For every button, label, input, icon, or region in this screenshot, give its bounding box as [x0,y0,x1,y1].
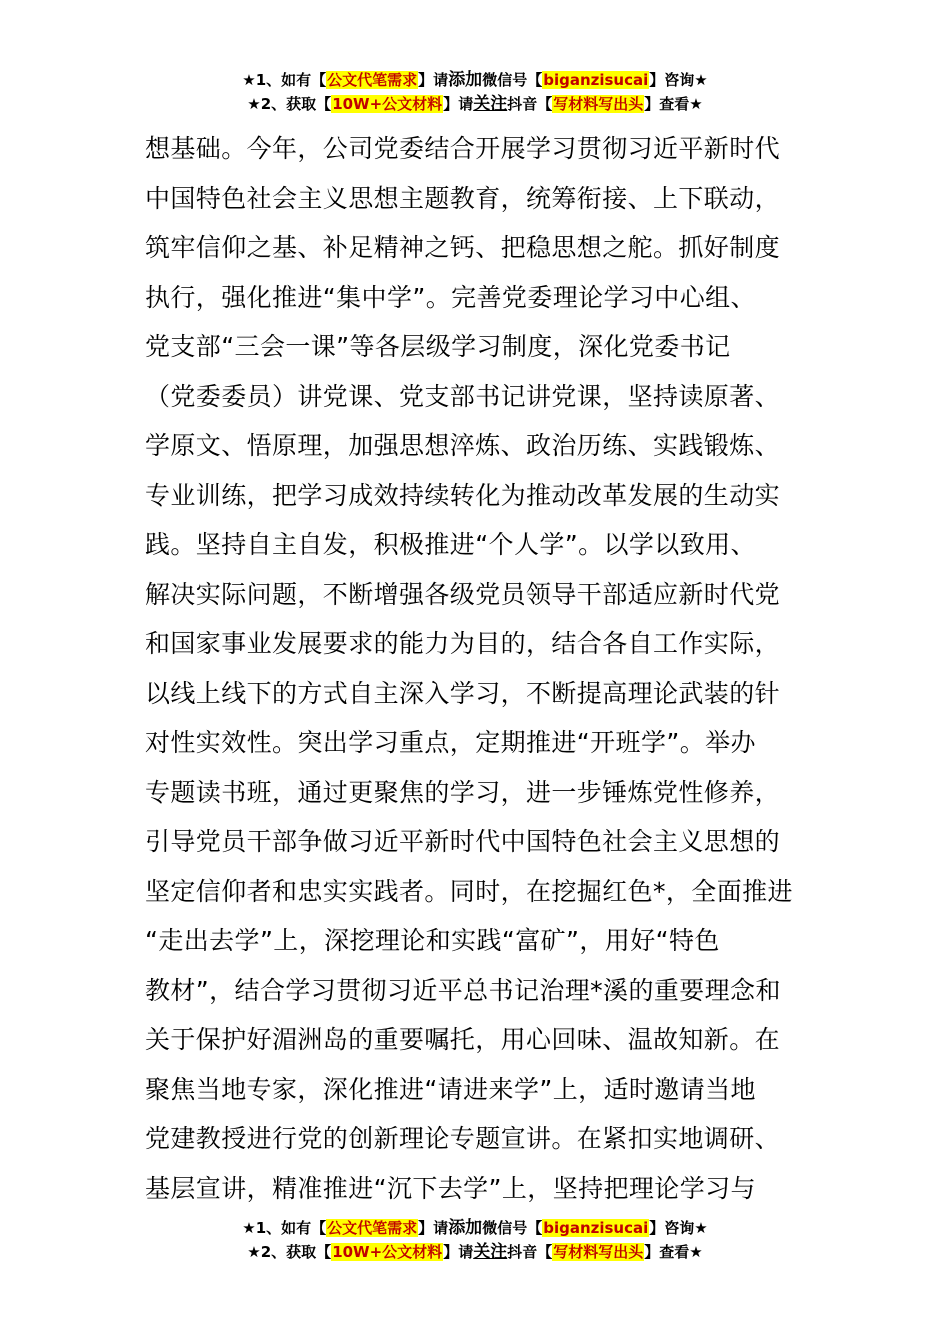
body-line: 对性实效性。突出学习重点，定期推进“开班学”。举办 [145,728,756,757]
body-line: 想基础。今年，公司党委结合开展学习贯彻习近平新时代 [145,134,781,163]
banner-text: ★2、获取【 [247,1243,332,1261]
banner-highlight: 公文代笔需求 [327,1219,418,1237]
banner-emphasis: 添加 [448,1218,483,1238]
body-line: 聚焦当地专家，深化推进“请进来学”上，适时邀请当地 [145,1074,756,1104]
banner-text: ★1、如有【 [242,71,327,89]
body-line: 学原文、悟原理，加强思想淬炼、政治历练、实践锻炼、 [145,431,781,460]
banner-text: 】请 [443,95,474,113]
banner-highlight: biganzisucai [543,1219,649,1237]
body-line: 关于保护好湄洲岛的重要嘱托，用心回味、温故知新。在 [145,1025,781,1054]
header-banner [0,68,950,116]
banner-text: 】请 [443,1243,474,1261]
banner-text: 】查看★ [644,95,703,113]
body-line: 践。坚持自主自发，积极推进“个人学”。以学以致用、 [145,530,756,559]
banner-text: 】请 [418,1219,449,1237]
banner-highlight: 10W+公文材料 [332,95,443,113]
body-line: 执行，强化推进“集中学”。完善党委理论学习中心组、 [145,282,756,312]
banner-text: 微信号【 [482,1219,543,1237]
body-line: 基层宣讲，精准推进“沉下去学”上，坚持把理论学习与 [145,1173,756,1203]
body-line: 教材”，结合学习贯彻习近平总书记治理*溪的重要理念和 [145,975,781,1005]
banner-text: 】查看★ [644,1243,703,1261]
body-line: 和国家事业发展要求的能力为目的，结合各自工作实际， [145,629,781,658]
banner-text: ★1、如有【 [242,1219,327,1237]
banner-line-2 [0,92,950,116]
banner-text: 抖音【 [507,95,553,113]
body-line: “走出去学”上，深挖理论和实践“富矿”，用好“特色 [145,926,720,955]
body-line: 引导党员干部争做习近平新时代中国特色社会主义思想的 [145,827,781,856]
banner-line-1 [0,68,950,92]
banner-text: 】咨询★ [649,71,708,89]
banner-emphasis: 关注 [473,94,508,114]
banner-highlight: 写材料写出头 [553,95,644,113]
footer-banner [0,1216,950,1264]
body-line: 党建教授进行党的创新理论专题宣讲。在紧扣实地调研、 [145,1124,781,1153]
banner-line-1 [0,1216,950,1240]
body-line: 坚定信仰者和忠实实践者。同时，在挖掘红色*，全面推进 [145,876,793,906]
body-line: 专业训练，把学习成效持续转化为推动改革发展的生动实 [145,480,781,510]
body-line: 筑牢信仰之基、补足精神之钙、把稳思想之舵。抓好制度 [145,233,781,262]
body-line: 专题读书班，通过更聚焦的学习，进一步锤炼党性修养， [145,777,781,807]
body-line: 党支部“三会一课”等各层级学习制度，深化党委书记 [145,332,731,361]
banner-highlight: biganzisucai [543,71,649,89]
banner-emphasis: 关注 [473,1242,508,1262]
banner-text: 微信号【 [482,71,543,89]
body-line: 解决实际问题，不断增强各级党员领导干部适应新时代党 [145,579,781,609]
banner-text: 抖音【 [507,1243,553,1261]
banner-text: 】咨询★ [649,1219,708,1237]
banner-highlight: 10W+公文材料 [332,1243,443,1261]
banner-emphasis: 添加 [448,70,483,90]
banner-text: ★2、获取【 [247,95,332,113]
body-line: 中国特色社会主义思想主题教育，统筹衔接、上下联动， [145,183,781,213]
banner-line-2 [0,1240,950,1264]
banner-highlight: 公文代笔需求 [327,71,418,89]
banner-highlight: 写材料写出头 [553,1243,644,1261]
body-line: 以线上线下的方式自主深入学习，不断提高理论武装的针 [145,678,781,708]
banner-text: 】请 [418,71,449,89]
body-line: （党委委员）讲党课、党支部书记讲党课，坚持读原著、 [145,381,781,411]
document-body [145,124,815,1213]
